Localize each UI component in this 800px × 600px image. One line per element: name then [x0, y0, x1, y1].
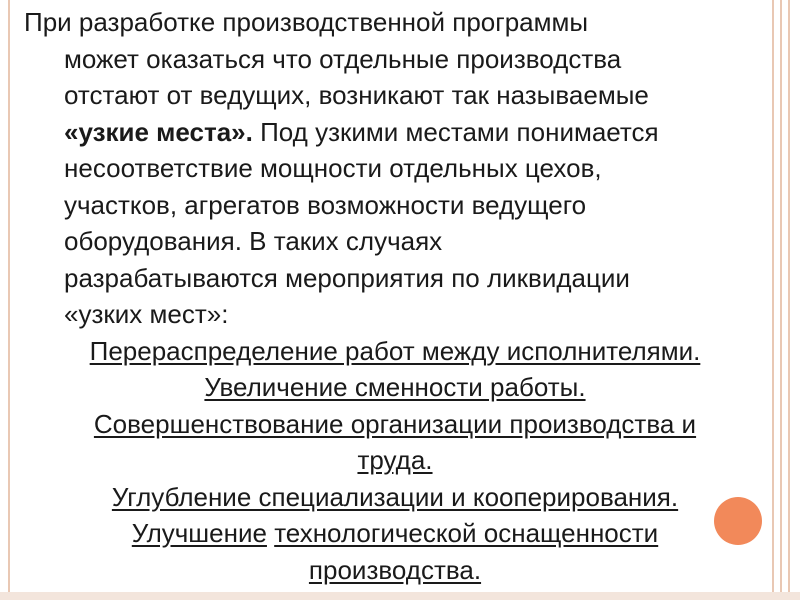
measure-item	[24, 515, 766, 552]
measure-item-text: труда.	[357, 445, 433, 475]
decorative-dot	[714, 497, 762, 545]
slide-border-right	[788, 0, 790, 600]
paragraph-line	[24, 114, 766, 151]
paragraph-line: оборудования. В таких случаях	[64, 226, 443, 256]
measure-item-text: Углубление специализации и кооперирования.	[111, 481, 679, 512]
bold-term: «узкие места».	[64, 116, 253, 147]
paragraph-line: может оказаться что отдельные производства	[64, 43, 622, 74]
paragraph-line: несоответствие мощности отдельных цехов,	[64, 153, 602, 183]
measures-list	[24, 333, 766, 589]
slide-border-left	[8, 0, 10, 600]
paragraph-line: разрабатываются мероприятия по ликвидации	[64, 262, 630, 293]
measure-item-text: Увеличение сменности работы.	[204, 372, 586, 402]
slide-border-right	[772, 0, 774, 600]
intro-paragraph	[24, 4, 766, 333]
measure-item	[24, 479, 766, 516]
measure-item	[24, 552, 766, 589]
paragraph-line: отстают от ведущих, возникают так называемые	[64, 80, 649, 110]
paragraph-text: Под узкими местами понимается	[252, 116, 659, 147]
measure-item	[24, 406, 766, 443]
measure-item-text: производства.	[308, 554, 482, 585]
measure-item-text: Совершенствование организации производства и	[93, 408, 697, 439]
paragraph-line: При разработке производственной программы	[24, 7, 589, 37]
slide-bottom-strip	[0, 592, 800, 600]
paragraph-line: участков, агрегатов возможности ведущего	[64, 189, 587, 220]
measure-item-text: технологической оснащенности	[274, 518, 659, 548]
paragraph-line: «узких мест»:	[64, 299, 229, 329]
slide-border-right	[780, 0, 782, 600]
measure-item	[24, 333, 766, 370]
slide-text-box	[24, 4, 766, 588]
measure-item	[24, 442, 766, 479]
measure-item-text: Перераспределение работ между исполнителями.	[89, 335, 701, 366]
measure-item-text: Улучшение	[131, 518, 267, 548]
measure-item	[24, 369, 766, 406]
